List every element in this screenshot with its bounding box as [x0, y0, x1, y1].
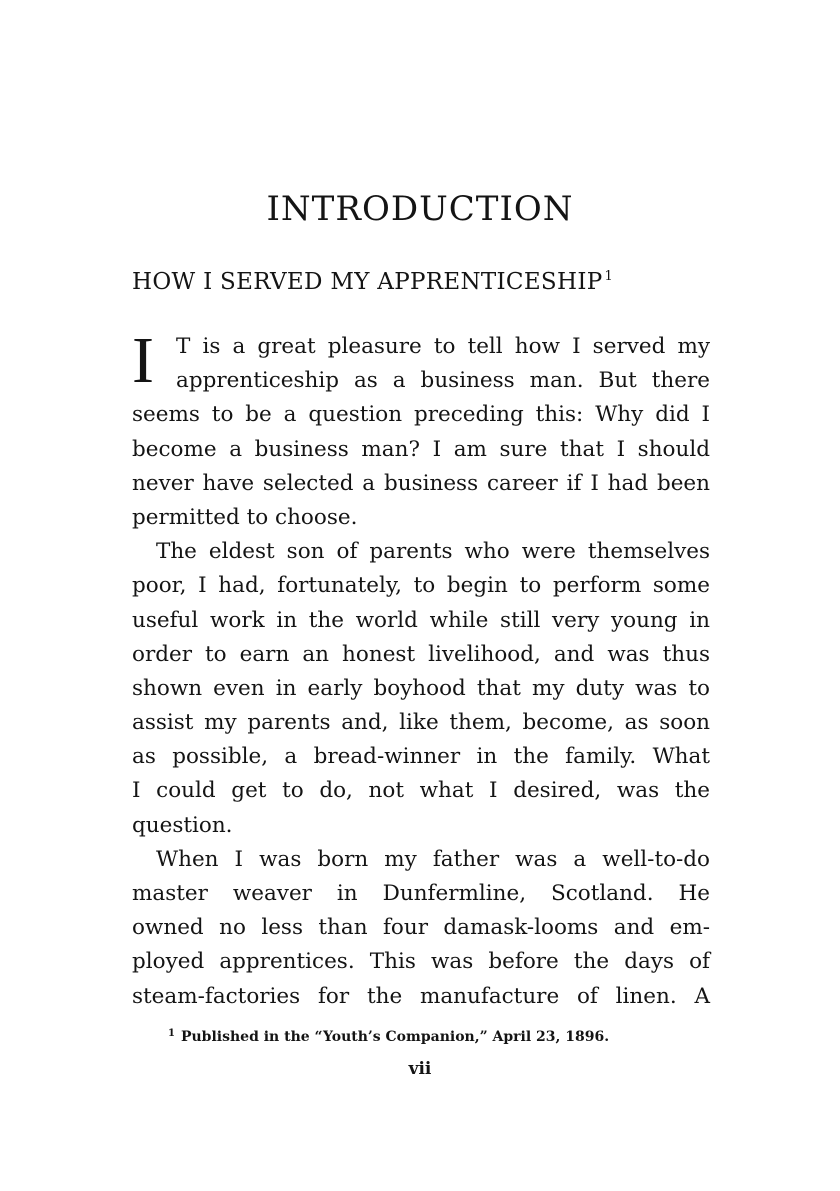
subtitle-text: HOW I SERVED MY APPRENTICESHIP [132, 269, 603, 295]
body-line: I could get to do, not what I desired, was the [132, 778, 710, 804]
body-line: order to earn an honest livelihood, and was thus [132, 641, 710, 667]
body-line-text: T is a great pleasure to tell how I served my [176, 334, 710, 359]
body-line: owned no less than four damask-looms and em- [132, 915, 710, 941]
body-line: When I was born my father was a well-to-do [156, 846, 710, 872]
body-line: master weaver in Dunfermline, Scotland. He [132, 881, 710, 906]
body-line: apprenticeship as a business man. But there [176, 368, 710, 394]
body-line: become a business man? I am sure that I should [132, 436, 710, 462]
body-line: steam-factories for the manufacture of linen. A [132, 983, 710, 1009]
body-line: assist my parents and, like them, become, as soon [132, 710, 710, 736]
body-line: The eldest son of parents who were themselves [156, 539, 710, 565]
body-line: seems to be a question preceding this: Why did I [132, 402, 710, 428]
body-text [132, 324, 710, 1014]
drop-cap: I [132, 324, 154, 397]
body-line: never have selected a business career if I had been [132, 470, 710, 496]
body-line: useful work in the world while still very young in [132, 607, 710, 633]
body-line: question. [132, 812, 233, 838]
body-line: as possible, a bread-winner in the family. What [132, 744, 710, 770]
body-line: shown even in early boyhood that my duty was to [132, 675, 710, 701]
body-line: permitted to choose. [132, 504, 358, 530]
body-line: ployed apprentices. This was before the days of [132, 949, 710, 975]
chapter-title: INTRODUCTION [266, 189, 574, 229]
body-line: poor, I had, fortunately, to begin to perform some [132, 573, 710, 599]
subtitle-footnote-mark: 1 [604, 269, 614, 284]
chapter-subtitle [132, 261, 712, 298]
page-number: vii [408, 1059, 432, 1079]
footnote-mark: 1 [168, 1028, 175, 1039]
footnote [168, 1024, 728, 1047]
footnote-text: Published in the “Youth’s Companion,” April 23, 1896. [180, 1029, 610, 1045]
